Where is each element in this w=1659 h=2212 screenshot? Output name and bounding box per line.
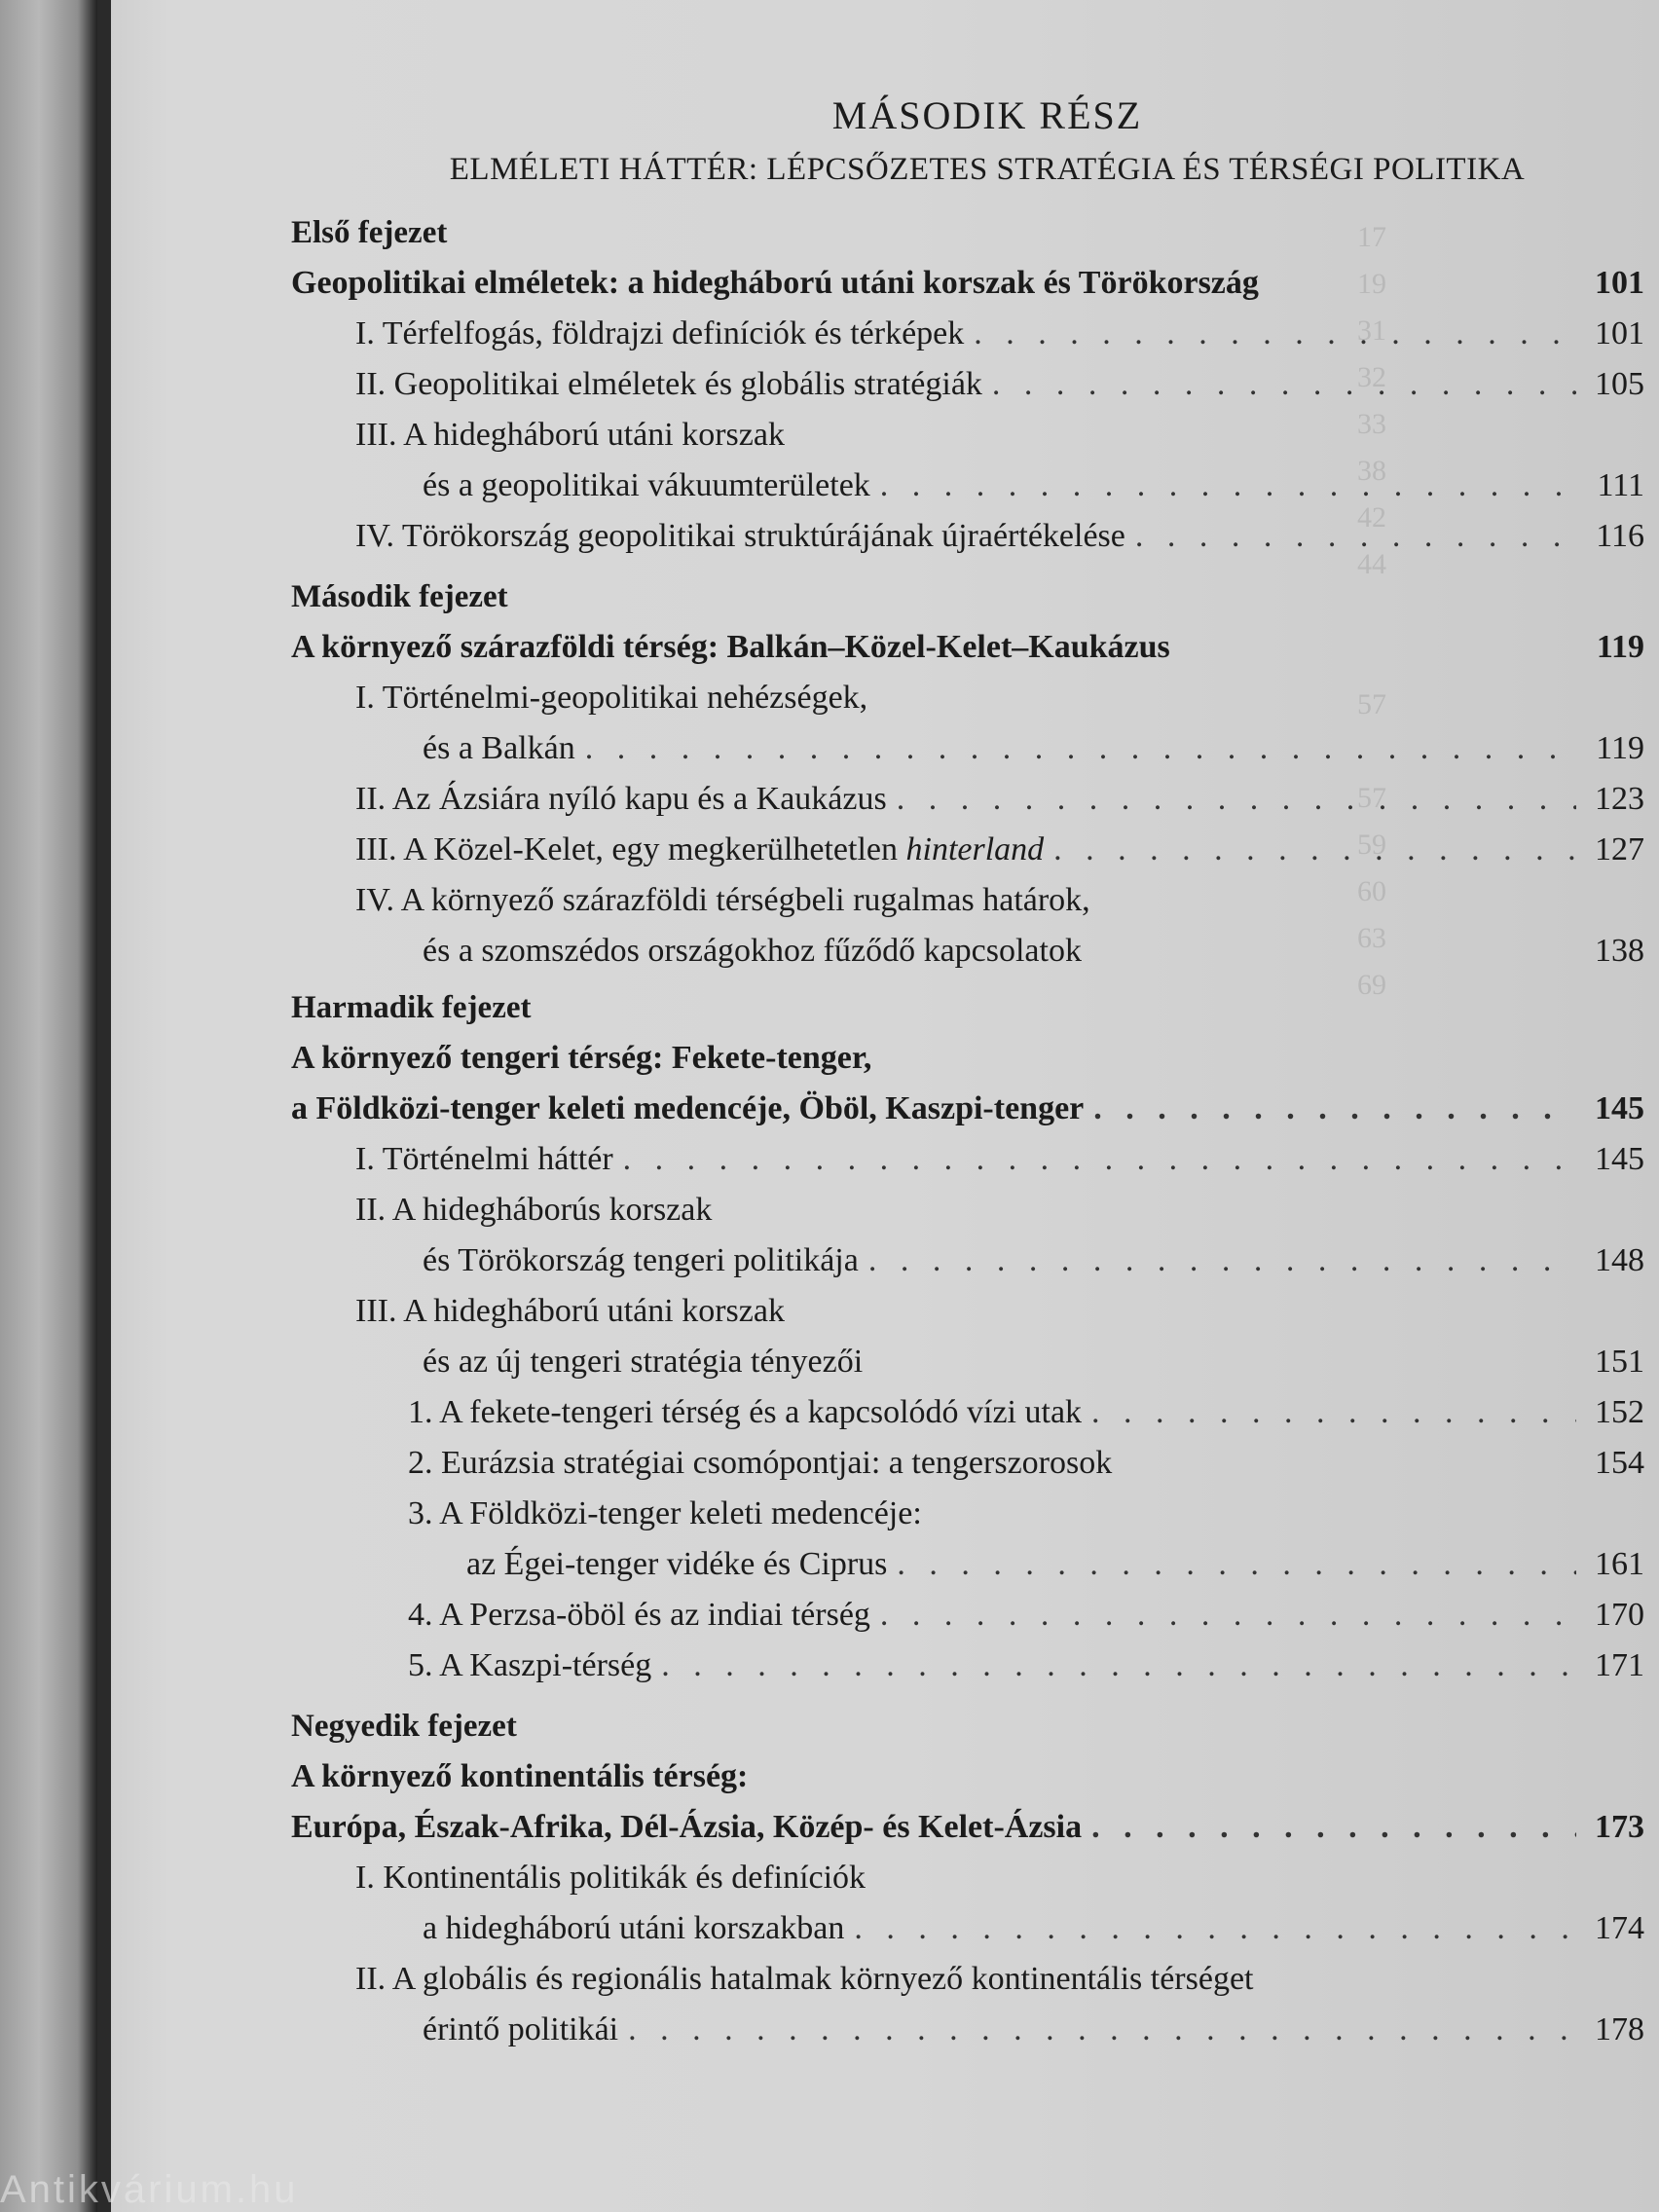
toc-entry[interactable] bbox=[291, 1337, 1644, 1387]
chapter-label: Második fejezet bbox=[291, 579, 508, 614]
toc-subentry[interactable] bbox=[291, 1387, 1644, 1438]
page-number: 161 bbox=[1595, 1546, 1644, 1582]
page-number: 138 bbox=[1595, 933, 1644, 969]
leader-dots bbox=[623, 1134, 1576, 1185]
entry-title: és Törökország tengeri politikája bbox=[423, 1242, 859, 1278]
show-through-text: 17 19 31 32 33 38 42 44 57 57 59 60 63 69 bbox=[1357, 221, 1386, 1001]
entry-title: a hidegháború utáni korszakban bbox=[423, 1910, 845, 1946]
page-number: 119 bbox=[1596, 730, 1644, 766]
desk-background bbox=[0, 0, 97, 2212]
entry-title: 4. A Perzsa-öböl és az indiai térség bbox=[408, 1597, 870, 1633]
book-page bbox=[111, 0, 1659, 2212]
page-number: 116 bbox=[1596, 518, 1644, 554]
leader-dots bbox=[897, 1539, 1576, 1590]
leader-dots bbox=[1135, 511, 1576, 562]
toc-entry[interactable] bbox=[291, 1134, 1644, 1185]
chapter-title: a Földközi-tenger keleti medencéje, Öböl, Kaszpi-tenger bbox=[291, 1090, 1085, 1126]
page-number: 170 bbox=[1595, 1597, 1644, 1633]
page-number: 101 bbox=[1595, 315, 1644, 351]
chapter-label: Első fejezet bbox=[291, 215, 448, 250]
toc-entry[interactable] bbox=[291, 359, 1644, 410]
entry-title: IV. Törökország geopolitikai struktúrájának újraértékelése bbox=[355, 518, 1125, 554]
chapter-title: Európa, Észak-Afrika, Dél-Ázsia, Közép- és Kelet-Ázsia bbox=[291, 1809, 1083, 1845]
page-number: 178 bbox=[1595, 2011, 1644, 2047]
page-number: 101 bbox=[1595, 265, 1644, 301]
leader-dots bbox=[880, 1590, 1576, 1641]
page-number: 127 bbox=[1595, 831, 1644, 867]
entry-title: II. Geopolitikai elméletek és globális stratégiák bbox=[355, 366, 982, 402]
toc-entry[interactable] bbox=[291, 309, 1644, 359]
leader-dots bbox=[974, 309, 1576, 359]
entry-title-line[interactable]: IV. A környező szárazföldi térségbeli rugalmas határok, bbox=[355, 882, 1090, 918]
page-number: 105 bbox=[1595, 366, 1644, 402]
chapter-title-line[interactable]: A környező kontinentális térség: bbox=[291, 1758, 749, 1794]
chapter-title-row[interactable] bbox=[291, 1802, 1644, 1853]
entry-title: és a szomszédos országokhoz fűződő kapcsolatok bbox=[423, 933, 1082, 969]
toc-subentry[interactable] bbox=[291, 1539, 1644, 1590]
leader-dots bbox=[661, 1641, 1576, 1691]
toc-subentry[interactable] bbox=[291, 1641, 1644, 1691]
chapter-2 bbox=[291, 571, 1644, 977]
entry-title-line[interactable]: I. Történelmi-geopolitikai nehézségek, bbox=[355, 680, 868, 716]
leader-dots bbox=[1091, 1802, 1576, 1853]
page-number: 171 bbox=[1595, 1647, 1644, 1683]
chapter-title-row[interactable] bbox=[291, 1084, 1644, 1134]
entry-title-line[interactable]: II. A hidegháborús korszak bbox=[355, 1192, 713, 1228]
entry-title-line[interactable]: 3. A Földközi-tenger keleti medencéje: bbox=[408, 1495, 922, 1531]
page-number: 111 bbox=[1597, 467, 1644, 503]
leader-dots bbox=[1093, 1084, 1576, 1134]
page-number: 174 bbox=[1595, 1910, 1644, 1946]
toc-entry[interactable] bbox=[291, 511, 1644, 562]
toc-entry[interactable] bbox=[291, 1903, 1644, 1954]
chapter-title-row[interactable] bbox=[291, 258, 1644, 309]
page-number: 173 bbox=[1595, 1809, 1644, 1845]
entry-title: 2. Eurázsia stratégiai csomópontjai: a tengerszorosok bbox=[408, 1445, 1113, 1481]
page-number: 148 bbox=[1595, 1242, 1644, 1278]
entry-title-italic: hinterland bbox=[905, 831, 1045, 867]
chapter-title: Geopolitikai elméletek: a hidegháború utáni korszak és Törökország bbox=[291, 265, 1259, 301]
part-subtitle: ELMÉLETI HÁTTÉR: LÉPCSŐZETES STRATÉGIA ÉS TÉRSÉGI POLITIKA bbox=[449, 152, 1526, 187]
entry-title: és a geopolitikai vákuumterületek bbox=[423, 467, 870, 503]
chapter-4 bbox=[291, 1701, 1644, 2055]
entry-title: I. Térfelfogás, földrajzi definíciók és térképek bbox=[355, 315, 965, 351]
entry-title: és a Balkán bbox=[423, 730, 575, 766]
leader-dots bbox=[1053, 825, 1576, 875]
toc-entry[interactable] bbox=[291, 2005, 1644, 2055]
leader-dots bbox=[585, 723, 1576, 774]
toc-entry[interactable] bbox=[291, 461, 1644, 511]
entry-title: II. Az Ázsiára nyíló kapu és a Kaukázus bbox=[355, 781, 887, 817]
entry-title: 1. A fekete-tengeri térség és a kapcsolódó vízi utak bbox=[408, 1394, 1083, 1430]
page-number: 145 bbox=[1595, 1090, 1644, 1126]
toc-entry[interactable] bbox=[291, 1235, 1644, 1286]
page-number: 152 bbox=[1595, 1394, 1644, 1430]
page-number: 154 bbox=[1595, 1445, 1644, 1481]
entry-title: I. Történelmi háttér bbox=[355, 1141, 613, 1177]
chapter-title: A környező szárazföldi térség: Balkán–Közel-Kelet–Kaukázus bbox=[291, 629, 1170, 665]
page-number: 119 bbox=[1596, 629, 1644, 665]
page-number: 151 bbox=[1595, 1344, 1644, 1380]
toc-entry[interactable] bbox=[291, 926, 1644, 977]
entry-title bbox=[355, 825, 1044, 875]
entry-title-line[interactable]: II. A globális és regionális hatalmak környező kontinentális térséget bbox=[355, 1961, 1254, 1997]
entry-title-text: III. A Közel-Kelet, egy megkerülhetetlen bbox=[355, 831, 898, 867]
toc-subentry[interactable] bbox=[291, 1590, 1644, 1641]
chapter-1 bbox=[291, 207, 1644, 562]
part-title: MÁSODIK RÉSZ bbox=[831, 93, 1143, 137]
toc-entry[interactable] bbox=[291, 774, 1644, 825]
leader-dots bbox=[854, 1903, 1576, 1954]
leader-dots bbox=[897, 774, 1576, 825]
entry-title: érintő politikái bbox=[423, 2011, 619, 2047]
entry-title: és az új tengeri stratégia tényezői bbox=[423, 1344, 864, 1380]
leader-dots bbox=[992, 359, 1576, 410]
page-number: 145 bbox=[1595, 1141, 1644, 1177]
toc-entry[interactable] bbox=[291, 723, 1644, 774]
leader-dots bbox=[868, 1235, 1576, 1286]
table-of-contents bbox=[291, 0, 1644, 2055]
entry-title-line[interactable]: III. A hidegháború utáni korszak bbox=[355, 417, 785, 453]
toc-subentry[interactable] bbox=[291, 1438, 1644, 1489]
watermark: Antikvárium.hu bbox=[0, 2168, 299, 2211]
chapter-title-line[interactable]: A környező tengeri térség: Fekete-tenger, bbox=[291, 1040, 872, 1076]
leader-dots bbox=[880, 461, 1576, 511]
entry-title: az Égei-tenger vidéke és Ciprus bbox=[466, 1546, 888, 1582]
entry-title-line[interactable]: I. Kontinentális politikák és definíciók bbox=[355, 1860, 866, 1896]
page-number: 123 bbox=[1595, 781, 1644, 817]
chapter-3 bbox=[291, 982, 1644, 1691]
entry-title-line[interactable]: III. A hidegháború utáni korszak bbox=[355, 1293, 785, 1329]
leader-dots bbox=[628, 2005, 1576, 2055]
chapter-label: Harmadik fejezet bbox=[291, 990, 532, 1025]
chapter-label: Negyedik fejezet bbox=[291, 1709, 517, 1744]
toc-entry[interactable] bbox=[291, 825, 1644, 875]
entry-title: 5. A Kaszpi-térség bbox=[408, 1647, 652, 1683]
leader-dots bbox=[1091, 1387, 1576, 1438]
book-spine bbox=[97, 0, 111, 2212]
chapter-title-row[interactable] bbox=[291, 622, 1644, 673]
